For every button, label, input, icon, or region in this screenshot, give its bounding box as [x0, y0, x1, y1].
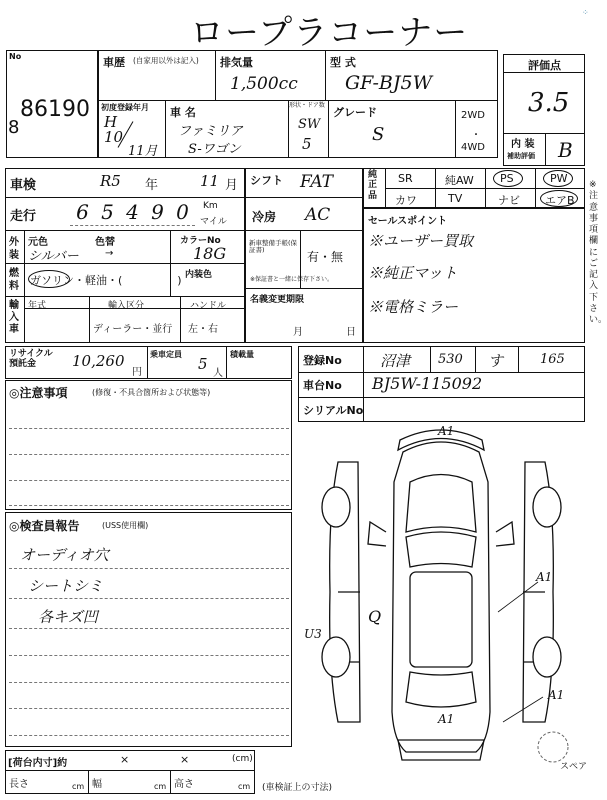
- page-title: ロープラコーナー: [190, 13, 469, 53]
- equip-aw: 純AW: [445, 174, 474, 187]
- cargo-height: 高さ: [174, 779, 194, 790]
- serial-label: シリアルNo: [303, 404, 364, 417]
- colors-label: 外装: [9, 237, 19, 261]
- equip-ps-circle: [493, 170, 523, 187]
- history-note: (自家用以外は記入): [133, 56, 199, 65]
- sales-point-item: ※電格ミラー: [368, 298, 459, 316]
- model-value: GF-BJ5W: [345, 72, 433, 94]
- spec-box-mid: [245, 168, 363, 343]
- repaint-label: 色替: [95, 237, 115, 248]
- report-label: ◎検査員報告: [9, 519, 80, 533]
- score-label: 評価点: [528, 59, 561, 72]
- cargo-x1: ×: [120, 753, 130, 766]
- shift-label: シフト: [250, 174, 283, 187]
- mileage-digit: 6: [76, 200, 89, 224]
- body-label: 形状・ドア数: [289, 102, 325, 109]
- lot-number: 86190: [20, 97, 90, 122]
- car-name-line1: ファミリア: [178, 124, 243, 139]
- equip-pw: PW: [550, 172, 568, 185]
- mileage-digits: [70, 200, 195, 228]
- mileage-mile: マイル: [200, 217, 227, 227]
- drive-4wd: 4WD: [461, 142, 485, 153]
- drive-dot: ・: [471, 130, 481, 141]
- equip-tv: TV: [448, 192, 463, 205]
- sales-point-item: ※純正マット: [368, 264, 458, 282]
- cargo-x2: ×: [180, 753, 190, 766]
- report-line: シートシミ: [28, 577, 104, 595]
- damage-mark: A1: [438, 424, 455, 438]
- interior-color-label: 内装色: [185, 270, 213, 280]
- body-doors: 5: [302, 135, 312, 153]
- import-class-label: 輸入区分: [108, 301, 145, 311]
- mileage-label: 走行: [10, 209, 37, 224]
- name-change-month: 月: [293, 327, 303, 338]
- color-arrow: →: [105, 248, 114, 259]
- body-shape: SW: [298, 117, 321, 132]
- recycle-label: リサイクル預託金: [9, 349, 53, 370]
- interior-sub: 補助評価: [507, 152, 535, 160]
- capacity-value: 5: [198, 355, 208, 373]
- first-reg-month: 11月: [128, 144, 158, 159]
- cargo-length: 長さ: [9, 779, 29, 790]
- corner-mark: ⁘: [582, 8, 589, 17]
- lot-no-label: No: [9, 52, 22, 61]
- ac-value: AC: [305, 205, 331, 225]
- damage-mark: U3: [304, 627, 322, 641]
- equip-leather: カワ: [395, 194, 417, 207]
- car-name-line2: S-ワゴン: [188, 142, 241, 157]
- history-label: 車歴: [103, 56, 125, 69]
- report-line: オーディオ穴: [20, 546, 109, 564]
- grade-label: グレード: [333, 106, 377, 119]
- first-reg-year: 10: [104, 128, 124, 146]
- name-change-day: 日: [346, 327, 356, 338]
- import-year-label: 年式: [28, 301, 47, 311]
- fuel-selected-circle: [28, 270, 70, 288]
- name-change-label: 名義変更期限: [250, 295, 305, 305]
- mileage-digit: 4: [126, 200, 139, 224]
- lot-mark: 8: [8, 117, 20, 138]
- orig-color-label: 元色: [28, 237, 48, 248]
- load-label: 積載量: [230, 350, 254, 359]
- car-damage-diagram: [298, 422, 588, 777]
- cargo-cert-note: (車検証上の寸法): [262, 783, 333, 793]
- damage-mark: A1: [536, 570, 553, 584]
- damage-mark: Q: [368, 607, 382, 626]
- registration-area: 沼津: [380, 352, 411, 370]
- equip-airbag: エアB: [545, 194, 575, 207]
- damage-mark: A1: [548, 688, 565, 702]
- equip-ps: PS: [500, 172, 514, 185]
- cargo-unit: (cm): [232, 754, 253, 764]
- cargo-width-unit: cm: [154, 782, 167, 791]
- maintenance-label: 新車整備手帳(保証書): [249, 239, 298, 255]
- first-reg-label: 初度登録年月: [101, 103, 149, 112]
- registration-class: 530: [438, 352, 463, 367]
- first-reg-era: H: [104, 113, 118, 131]
- color-code-value: 18G: [193, 244, 227, 263]
- drive-2wd: 2WD: [461, 110, 485, 121]
- report-line: 各キズ凹: [38, 608, 98, 626]
- maintenance-value: 有・無: [307, 250, 344, 264]
- recycle-unit: 円: [132, 367, 142, 378]
- cargo-label: [荷台内寸]約: [8, 758, 68, 769]
- inspection-month: 11: [200, 172, 220, 190]
- cargo-length-unit: cm: [72, 782, 85, 791]
- model-label: 型 式: [330, 56, 356, 69]
- chassis-label: 車台No: [303, 379, 342, 392]
- import-class-value: ディーラー・並行: [93, 324, 173, 335]
- registration-number: 165: [540, 352, 565, 367]
- equip-pw-circle: [543, 170, 573, 187]
- displacement-label: 排気量: [220, 56, 253, 69]
- capacity-label: 乗車定員: [150, 350, 182, 359]
- handle-value: 左・右: [188, 324, 218, 335]
- spare-label: スペア: [560, 762, 588, 772]
- displacement-value: 1,500cc: [230, 74, 298, 94]
- maintenance-note: ※保証書と一緒に保存下さい。: [250, 276, 334, 283]
- side-note: ※注意事項欄にご記入下さい。: [589, 180, 607, 325]
- interior-value: B: [558, 138, 573, 162]
- equip-airbag-circle: [540, 190, 578, 207]
- color-code-label: カラーNo: [180, 236, 221, 246]
- interior-label: 内 装: [511, 139, 535, 150]
- recycle-value: 10,260: [72, 352, 125, 370]
- damage-mark: A1: [438, 712, 455, 726]
- grade-value: S: [372, 124, 385, 145]
- score-value: 3.5: [528, 88, 570, 118]
- report-sub: (USS使用欄): [102, 521, 149, 530]
- inspection-year-unit: 年: [145, 178, 159, 193]
- cargo-height-unit: cm: [238, 782, 251, 791]
- mileage-digit: 9: [151, 200, 164, 224]
- inspection-month-unit: 月: [225, 178, 239, 193]
- orig-color-value: シルバー: [28, 249, 79, 264]
- car-name-label: 車 名: [170, 106, 196, 119]
- shift-value: FAT: [300, 172, 334, 192]
- fuel-label: 燃料: [9, 268, 19, 292]
- registration-kana: す: [488, 352, 504, 370]
- mileage-digit: 5: [101, 200, 114, 224]
- notes-sub: (修復・不具合箇所および状態等): [92, 388, 211, 397]
- equip-navi: ナビ: [498, 194, 520, 207]
- registration-label: 登録No: [303, 354, 342, 367]
- mileage-km: Km: [203, 201, 218, 211]
- handle-label: ハンドル: [190, 301, 227, 311]
- fuel-options: ガソリン・軽油・( ): [30, 274, 182, 287]
- inspection-era: R5: [100, 172, 121, 190]
- inspection-label: 車検: [10, 178, 37, 193]
- equip-sr: SR: [398, 172, 413, 185]
- sales-point-item: ※ユーザー買取: [368, 232, 474, 250]
- import-label: 輸入車: [9, 300, 19, 335]
- mileage-digit: 0: [176, 200, 189, 224]
- cargo-width: 幅: [92, 779, 102, 790]
- ac-label: 冷房: [252, 210, 277, 224]
- chassis-value: BJ5W-115092: [372, 374, 483, 393]
- notes-label: ◎注意事項: [9, 386, 68, 400]
- sales-points-label: セールスポイント: [368, 216, 448, 227]
- capacity-unit: 人: [213, 368, 223, 379]
- equipment-label: 純正品: [368, 170, 378, 201]
